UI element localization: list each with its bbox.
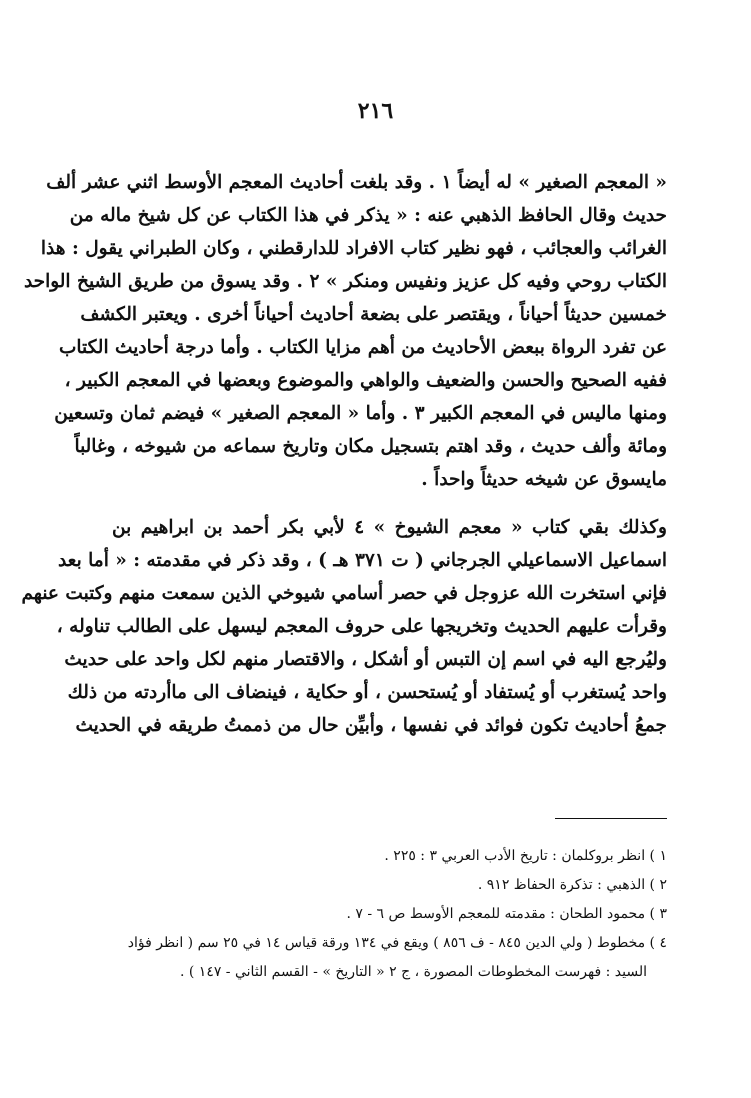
paragraph-start-line: وكذلك بقي كتاب « معجم الشيوخ » ٤ لأبي بكر أحمد بن ابراهيم بن <box>112 517 667 538</box>
text-line: واحد يُستغرب أو يُستفاد أو يُستحسن ، أو حكاية ، فينضاف الى ماأردته من ذلك <box>67 682 667 703</box>
text-line: اسماعيل الاسماعيلي الجرجاني ( ت ٣٧١ هـ ) ، وقد ذكر في مقدمته : « أما بعد <box>57 550 667 571</box>
text-line: وقرأت عليهم الحديث وتخريجها على حروف المعجم ليسهل على الطالب تناوله ، <box>56 616 667 637</box>
text-line: وليُرجع اليه في اسم إن التبس أو أشكل ، والاقتصار منهم لكل واحد على حديث <box>64 649 667 670</box>
footnote-separator <box>555 818 667 819</box>
footnote-2: ٢ ) الذهبي : تذكرة الحفاظ ٩١٢ . <box>477 877 667 893</box>
text-line: مايسوق عن شيخه حديثاً واحداً . <box>421 469 667 490</box>
text-line: حديث وقال الحافظ الذهبي عنه : « يذكر في هذا الكتاب عن كل شيخ ماله من <box>69 205 667 226</box>
text-line: فإني استخرت الله عزوجل في حصر أسامي شيوخي الذين سمعت منهم وكتبت عنهم <box>21 583 667 604</box>
text-line: ففيه الصحيح والحسن والضعيف والواهي والموضوع وبعضها في المعجم الكبير ، <box>64 370 667 391</box>
footnote-4: ٤ ) مخطوط ( ولي الدين ٨٤٥ - ف ٨٥٦ ) ويقع في ١٣٤ ورقة قياس ١٤ في ٢٥ سم ( انظر فؤاد <box>127 935 667 951</box>
footnote-4-continuation: السيد : فهرست المخطوطات المصورة ، ج ٢ « التاريخ » - القسم الثاني - ١٤٧ ) . <box>179 964 647 980</box>
footnote-1: ١ ) انظر بروكلمان : تاريخ الأدب العربي ٣ : ٢٢٥ . <box>384 848 667 864</box>
text-line: عن تفرد الرواة ببعض الأحاديث من أهم مزايا الكتاب . وأما درجة أحاديث الكتاب <box>58 337 667 358</box>
text-line: الكتاب روحي وفيه كل عزيز ونفيس ومنكر » ٢ . وقد يسوق من طريق الشيخ الواحد <box>23 271 667 292</box>
page-number: ٢١٦ <box>357 98 394 124</box>
text-line: جمعُ أحاديث تكون فوائد في نفسها ، وأبيِّن حال من ذممتُ طريقه في الحديث <box>75 715 667 736</box>
text-line: ومائة وألف حديث ، وقد اهتم بتسجيل مكان وتاريخ سماعه من شيوخه ، وغالباً <box>74 436 667 457</box>
text-line: ومنها ماليس في المعجم الكبير ٣ . وأما « المعجم الصغير » فيضم ثمان وتسعين <box>54 403 667 424</box>
footnote-3: ٣ ) محمود الطحان : مقدمته للمعجم الأوسط ص ٦ - ٧ . <box>346 906 667 922</box>
text-line: الغرائب والعجائب ، فهو نظير كتاب الافراد للدارقطني ، وكان الطبراني يقول : هذا <box>40 238 667 259</box>
text-line: خمسين حديثاً أحياناً ، ويقتصر على بضعة أحاديث أحياناً أخرى . ويعتبر الكشف <box>80 304 667 325</box>
text-line: « المعجم الصغير » له أيضاً ١ . وقد بلغت أحاديث المعجم الأوسط اثني عشر ألف <box>46 172 667 193</box>
